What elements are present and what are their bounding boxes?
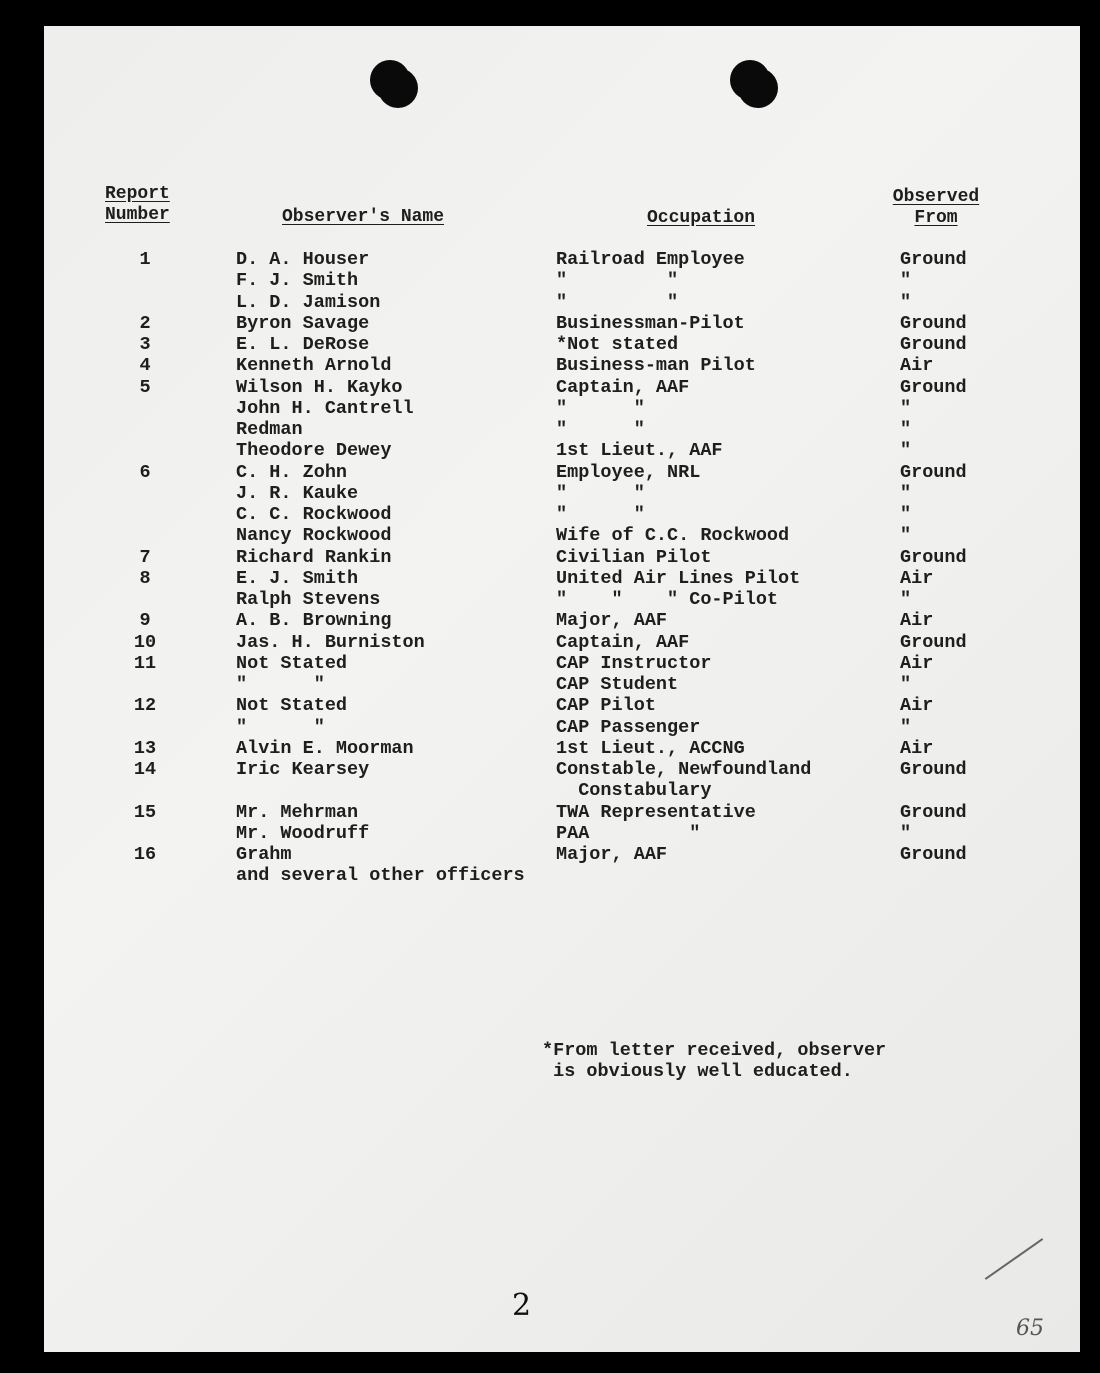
occupation: *Not stated <box>556 334 679 355</box>
occupation: " " <box>556 419 645 440</box>
occupation: Major, AAF <box>556 610 668 632</box>
observed-from: Ground <box>900 844 967 865</box>
occupation: Constabulary <box>556 780 712 802</box>
observed-from: Ground <box>900 546 967 568</box>
observer-name: D. A. Houser <box>236 249 370 270</box>
page-number: 2 <box>512 1288 532 1323</box>
report-number: 16 <box>133 844 157 865</box>
observed-from: " <box>900 482 912 504</box>
observed-from: Ground <box>900 759 967 780</box>
observed-from: " <box>900 419 912 440</box>
report-number: 2 <box>139 312 151 334</box>
observer-name: A. B. Browning <box>236 610 392 632</box>
observed-from: Ground <box>900 376 967 398</box>
footnote-line-2: is obviously well educated. <box>542 1061 853 1082</box>
observer-name: J. R. Kauke <box>236 482 359 504</box>
occupation: 1st Lieut., ACCNG <box>556 737 745 759</box>
report-number: 15 <box>133 801 157 823</box>
observer-name: and several other officers <box>236 865 525 887</box>
observed-from: " <box>900 674 912 695</box>
observer-name: C. C. Rockwood <box>236 504 392 525</box>
observer-name: Not Stated <box>236 652 348 674</box>
occupation: Civilian Pilot <box>556 546 712 568</box>
observer-name: Theodore Dewey <box>236 440 392 462</box>
occupation: PAA " <box>556 822 701 844</box>
occupation: " " <box>556 291 679 313</box>
observed-from: Ground <box>900 461 967 483</box>
observer-name: Mr. Woodruff <box>236 822 370 844</box>
observed-from: Ground <box>900 312 967 334</box>
observer-name: Wilson H. Kayko <box>236 376 403 398</box>
occupation: CAP Instructor <box>556 652 712 674</box>
occupation: TWA Representative <box>556 801 756 823</box>
observer-name: E. J. Smith <box>236 567 359 589</box>
observer-name: " " <box>236 674 325 695</box>
observer-name: L. D. Jamison <box>236 291 381 313</box>
report-number: 14 <box>133 759 157 780</box>
observed-from: " <box>900 716 912 738</box>
report-number: 5 <box>139 376 151 398</box>
observer-name: Richard Rankin <box>236 546 392 568</box>
header-occupation: Occupation <box>647 208 756 228</box>
observed-from: Ground <box>900 631 967 653</box>
report-number: 3 <box>139 334 151 355</box>
occupation: CAP Student <box>556 674 679 695</box>
report-number: 9 <box>139 610 151 632</box>
occupation: Major, AAF <box>556 844 668 865</box>
corner-mark: 65 <box>1016 1316 1044 1341</box>
observer-name: Ralph Stevens <box>236 589 381 610</box>
punch-hole-left <box>370 60 410 100</box>
occupation: " " <box>556 270 679 292</box>
observed-from: Air <box>900 355 934 377</box>
observed-from: " <box>900 822 912 844</box>
report-number: 11 <box>133 652 157 674</box>
report-number: 10 <box>133 631 157 653</box>
observed-from: Ground <box>900 249 967 270</box>
report-number: 4 <box>139 355 151 377</box>
observer-name: E. L. DeRose <box>236 334 370 355</box>
observer-name: F. J. Smith <box>236 270 359 292</box>
observer-name: Byron Savage <box>236 312 370 334</box>
report-number: 6 <box>139 461 151 483</box>
observed-from: Air <box>900 610 934 632</box>
occupation: " " <box>556 397 645 419</box>
occupation: Railroad Employee <box>556 249 745 270</box>
observer-name: John H. Cantrell <box>236 397 414 419</box>
occupation: " " <box>556 504 645 525</box>
report-number: 13 <box>133 737 157 759</box>
occupation: CAP Passenger <box>556 716 701 738</box>
occupation: Captain, AAF <box>556 376 690 398</box>
header-observed-from: Observed From <box>892 187 980 228</box>
observed-from: Air <box>900 695 934 717</box>
observed-from: Air <box>900 567 934 589</box>
observer-name: Kenneth Arnold <box>236 355 392 377</box>
observer-name: Alvin E. Moorman <box>236 737 414 759</box>
observer-name: Mr. Mehrman <box>236 801 359 823</box>
occupation: Wife of C.C. Rockwood <box>556 525 790 547</box>
observed-from: " <box>900 291 912 313</box>
observed-from: Ground <box>900 334 967 355</box>
occupation: " " <box>556 482 645 504</box>
observer-name: Not Stated <box>236 695 348 717</box>
observed-from: " <box>900 397 912 419</box>
report-number: 7 <box>139 546 151 568</box>
occupation: Businessman-Pilot <box>556 312 745 334</box>
observer-name: Grahm <box>236 844 292 865</box>
observed-from: " <box>900 440 912 462</box>
punch-hole-right <box>730 60 770 100</box>
occupation: " " " Co-Pilot <box>556 589 779 610</box>
observer-name: Iric Kearsey <box>236 759 370 780</box>
observer-name: C. H. Zohn <box>236 461 348 483</box>
observed-from: " <box>900 589 912 610</box>
document-page <box>44 26 1080 1352</box>
occupation: CAP Pilot <box>556 695 656 717</box>
observer-name: " " <box>236 716 325 738</box>
header-report-number: Report Number <box>105 184 170 225</box>
observed-from: " <box>900 504 912 525</box>
report-number: 1 <box>139 249 151 270</box>
observer-name: Nancy Rockwood <box>236 525 392 547</box>
report-number: 12 <box>133 695 157 717</box>
check-mark <box>985 1238 1043 1280</box>
occupation: Constable, Newfoundland <box>556 759 812 780</box>
report-number: 8 <box>139 567 151 589</box>
observed-from: " <box>900 525 912 547</box>
observed-from: " <box>900 270 912 292</box>
observed-from: Air <box>900 652 934 674</box>
occupation: Captain, AAF <box>556 631 690 653</box>
observed-from: Air <box>900 737 934 759</box>
observer-name: Redman <box>236 419 303 440</box>
occupation: Business-man Pilot <box>556 355 756 377</box>
observed-from: Ground <box>900 801 967 823</box>
occupation: Employee, NRL <box>556 461 701 483</box>
observer-name: Jas. H. Burniston <box>236 631 425 653</box>
occupation: United Air Lines Pilot <box>556 567 801 589</box>
occupation: 1st Lieut., AAF <box>556 440 723 462</box>
footnote-line-1: *From letter received, observer <box>542 1040 887 1061</box>
header-observer-name: Observer's Name <box>282 207 445 227</box>
